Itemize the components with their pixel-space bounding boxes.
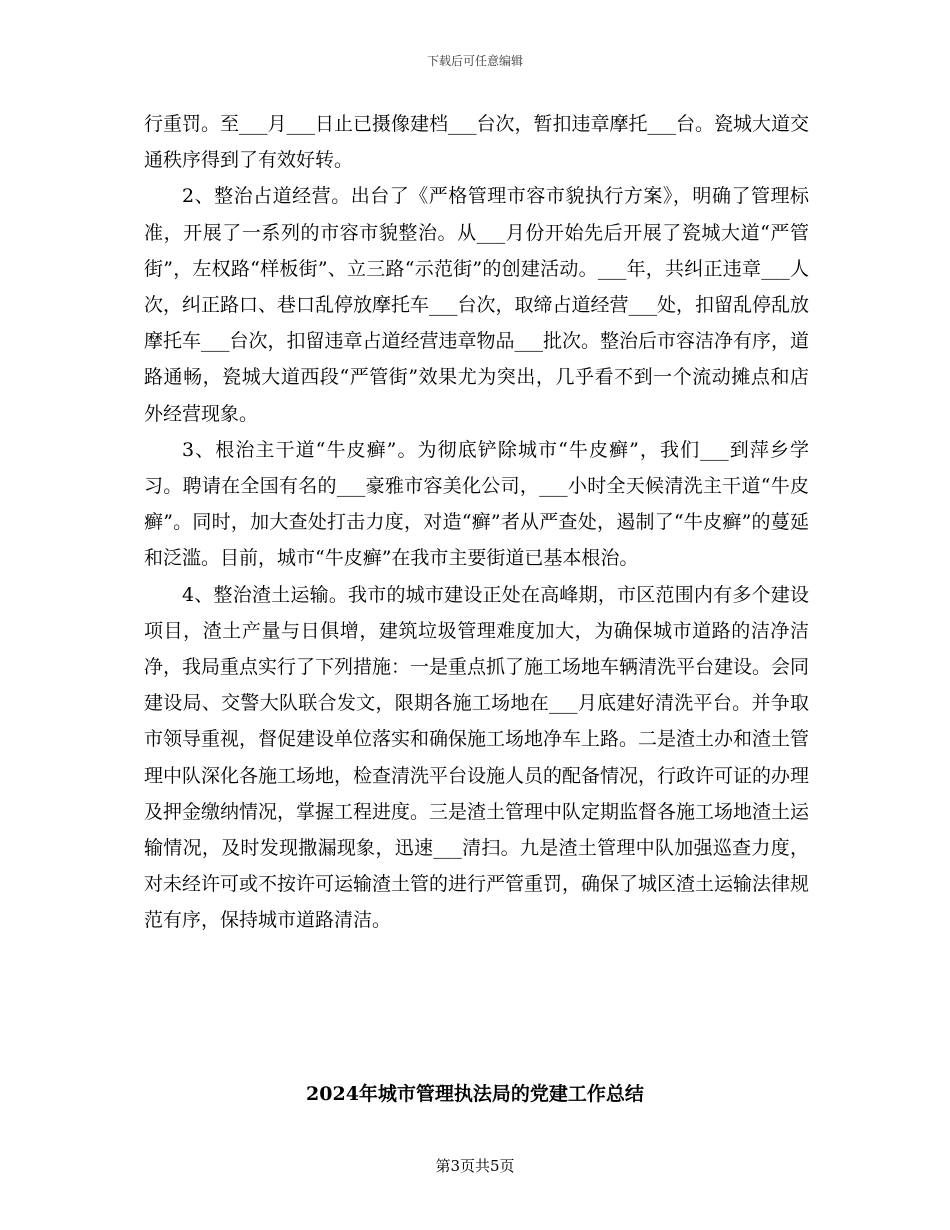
paragraph-item-3: 3、根治主干道“牛皮癣”。为彻底铲除城市“牛皮癣”，我们___到萍乡学习。聘请在全国有名的___豪雅市容美化公司，___小时全天候清洗主干道“牛皮癣”。同时，加大查处打击力度，对造“癣”者从严查处，遏制了“牛皮癣”的蔓延和泛滥。目前，城市“牛皮癣”在我市主要街道已基本根治。 <box>144 438 809 570</box>
document-body <box>144 106 809 939</box>
page-header: 下载后可任意编辑 <box>426 54 523 68</box>
paragraph-item-4: 4、整治渣土运输。我市的城市建设正处在高峰期，市区范围内有多个建设项目，渣土产量与日俱增，建筑垃圾管理难度加大，为确保城市道路的洁净洁净，我局重点实行了下列措施：一是重点抓了施工场地车辆清洗平台建设。会同建设局、交警大队联合发文，限期各施工场地在___月底建好清洗平台。并争取市领导重视，督促建设单位落实和确保施工场地净车上路。二是渣土办和渣土管理中队深化各施工场地，检查清洗平台设施人员的配备情况，行政许可证的办理及押金缴纳情况，掌握工程进度。三是渣土管理中队定期监督各施工场地渣土运输情况，及时发现撒漏现象，迅速___清扫。九是渣土管理中队加强巡查力度，对未经许可或不按许可运输渣土管的进行严管重罚，确保了城区渣土运输法律规范有序，保持城市道路清洁。 <box>144 583 810 932</box>
paragraph-continuation: 行重罚。至___月___日止已摄像建档___台次，暂扣违章摩托___台。瓷城大道交通秩序得到了有效好转。 <box>144 113 810 172</box>
section-title: 2024年城市管理执法局的党建工作总结 <box>306 1083 644 1105</box>
paragraph-item-2: 2、整治占道经营。出台了《严格管理市容市貌执行方案》，明确了管理标准，开展了一系列的市容市貌整治。从___月份开始先后开展了瓷城大道“严管街”，左权路“样板街”、立三路“示范街”的创建活动。___年，共纠正违章___人次，纠正路口、巷口乱停放摩托车___台次，取缔占道经营___处，扣留乱停乱放摩托车___台次，扣留违章占道经营违章物品___批次。整治后市容洁净有序，道路通畅，瓷城大道西段“严管街”效果尤为突出，几乎看不到一个流动摊点和店外经营现象。 <box>144 185 810 425</box>
page-footer: 第3页共5页 <box>435 1157 515 1175</box>
